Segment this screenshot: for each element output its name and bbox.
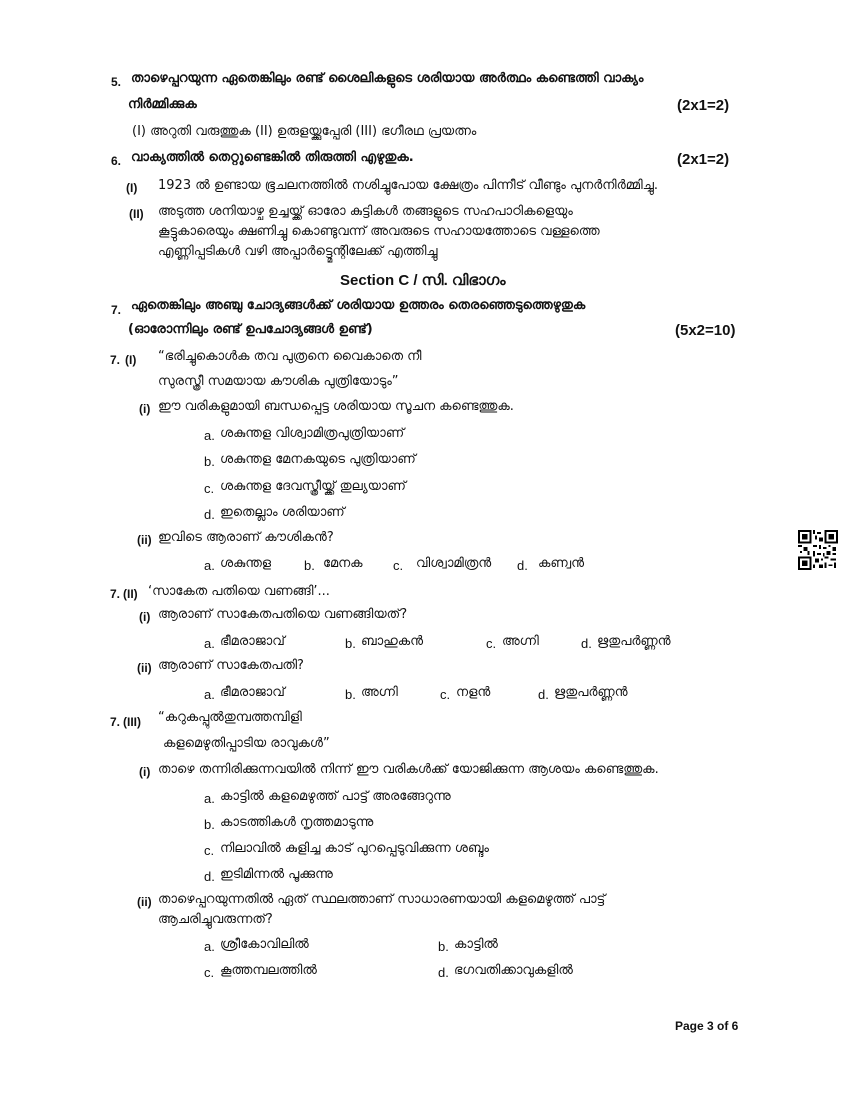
q6-ii-label: (II) bbox=[129, 207, 144, 221]
q7-p1-sub2-label: (ii) bbox=[137, 533, 152, 547]
q7-p1-sub1-label: (i) bbox=[139, 402, 151, 416]
q7-p1-sub2-opt-a: ശകുന്തള bbox=[220, 556, 272, 571]
q7-p3-sub2-opt-a: ശ്രീകോവിലിൽ bbox=[220, 937, 309, 952]
q7-p1-sub1-opt-d-letter: d. bbox=[204, 507, 215, 522]
q7-p3-sub2-line1: താഴെപ്പറയുന്നതിൽ ഏത് സ്ഥലത്താണ് സാധാരണയായി കളമെഴുത്ത് പാട്ട് bbox=[158, 892, 606, 907]
q7-p3-sub2-opt-b: കാട്ടിൽ bbox=[454, 937, 498, 952]
q7-p1-sub1-opt-b-letter: b. bbox=[204, 454, 215, 469]
q7-p1-sub2-opt-b-letter: b. bbox=[304, 558, 315, 573]
q7-p2-sub2-opt-c: നളൻ bbox=[456, 685, 491, 700]
q6-title: വാക്യത്തിൽ തെറ്റുണ്ടെങ്കിൽ തിരുത്തി എഴുതുക. bbox=[131, 150, 414, 165]
q7-p3-quote1: “കറുകപ്പുൽതുമ്പത്തമ്പിളി bbox=[158, 710, 302, 725]
page-number: Page 3 of 6 bbox=[675, 1019, 739, 1033]
q7-p3-sub1-opt-b-letter: b. bbox=[204, 817, 215, 832]
q7-p2-label: (II) bbox=[123, 587, 138, 601]
q7-p2-sub1-opt-d: ഋതുപർണ്ണൻ bbox=[597, 634, 671, 649]
q7-p1-sub1-opt-c: ശകുന്തള ദേവസ്ത്രീയ്ക്ക് തുല്യയാണ് bbox=[220, 479, 406, 494]
q7-p3-quote2: കളമെഴുതിപ്പാടിയ രാവുകൾ” bbox=[163, 736, 330, 751]
q7-p1-quote1: “ഭരിച്ചുകൊൾക തവ പുത്രനെ വൈകാതെ നീ bbox=[158, 349, 422, 364]
q7-p2-sub2-opt-b: അഗ്നി bbox=[361, 685, 398, 700]
q7-p3-sub1-opt-a: കാട്ടിൽ കളമെഴുത്ത് പാട്ട് അരങ്ങേറുന്നു bbox=[220, 789, 451, 804]
q7-p2-sub1-opt-b-letter: b. bbox=[345, 636, 356, 651]
q7-p1-sub2-opt-b: മേനക bbox=[323, 556, 363, 571]
q7-p3-sub2-opt-b-letter: b. bbox=[438, 939, 449, 954]
q5-items: (I) അറുതി വരുത്തുക (II) ഉരുളയ്ക്കുപ്പേരി (III) ഭഗീരഥ പ്രയത്നം bbox=[132, 124, 477, 139]
q7-p1-label: (I) bbox=[125, 353, 137, 367]
q7-p1-sub2-opt-c: വിശ്വാമിത്രൻ bbox=[416, 556, 492, 571]
q7-p2-sub1-opt-a: ഭീമരാജാവ് bbox=[220, 634, 285, 649]
q7-p1-number: 7. bbox=[110, 353, 121, 367]
q5-line1: താഴെപ്പറയുന്ന ഏതെങ്കിലും രണ്ട് ശൈലികളുടെ ശരിയായ അർത്ഥം കണ്ടെത്തി വാക്യം bbox=[131, 71, 644, 86]
q7-p2-sub2-opt-a: ഭീമരാജാവ് bbox=[220, 685, 285, 700]
q7-p2-sub2-opt-b-letter: b. bbox=[345, 687, 356, 702]
q6-i-text: 1923 ൽ ഉണ്ടായ ഭൂചലനത്തിൽ നശിച്ചുപോയ ക്ഷേത്രം പിന്നീട് വീണ്ടും പുനർനിർമ്മിച്ചു. bbox=[158, 178, 658, 193]
q6-marks: (2x1=2) bbox=[677, 151, 730, 168]
q7-p2-sub1-label: (i) bbox=[139, 610, 151, 624]
q5-number: 5. bbox=[111, 75, 122, 89]
q7-p1-sub1-opt-a: ശകുന്തള വിശ്വാമിത്രപുത്രിയാണ് bbox=[220, 426, 405, 441]
q7-p2-sub1-opt-c: അഗ്നി bbox=[502, 634, 539, 649]
q7-p2-sub2-opt-d-letter: d. bbox=[538, 687, 549, 702]
qr-code-icon bbox=[798, 530, 838, 570]
q7-p3-sub1-opt-c: നിലാവിൽ കുളിച്ച കാട് പുറപ്പെടുവിക്കുന്ന ശബ്ദം bbox=[220, 841, 489, 856]
q7-p3-sub1-label: (i) bbox=[139, 765, 151, 779]
q6-i-label: (I) bbox=[126, 181, 138, 195]
q7-p2-number: 7. bbox=[110, 587, 121, 601]
q7-p1-sub1-opt-a-letter: a. bbox=[204, 428, 215, 443]
q7-p2-sub2-opt-a-letter: a. bbox=[204, 687, 215, 702]
q7-p3-sub2-opt-d-letter: d. bbox=[438, 965, 449, 980]
q7-p2-sub1-opt-d-letter: d. bbox=[581, 636, 592, 651]
q7-p2-sub1-text: ആരാണ് സാകേതപതിയെ വണങ്ങിയത്? bbox=[158, 607, 408, 622]
q6-ii-line2: കൂട്ടുകാരെയും ക്ഷണിച്ചു കൊണ്ടുവന്ന് അവരുടെ സഹായത്തോടെ വള്ളത്തെ bbox=[158, 224, 600, 239]
q7-p2-quote: ‘സാകേത പതിയെ വണങ്ങി’... bbox=[148, 584, 330, 599]
q7-p3-sub2-opt-c: കൂത്തമ്പലത്തിൽ bbox=[220, 963, 317, 978]
q7-p3-sub1-opt-c-letter: c. bbox=[204, 843, 215, 858]
q7-number: 7. bbox=[111, 303, 122, 317]
q7-p3-sub2-opt-a-letter: a. bbox=[204, 939, 215, 954]
q7-p3-sub1-opt-b: കാടത്തികൾ നൃത്തമാടുന്നു bbox=[220, 815, 374, 830]
q7-p1-sub2-opt-d-letter: d. bbox=[517, 558, 528, 573]
q7-p3-number: 7. bbox=[110, 715, 121, 729]
q6-number: 6. bbox=[111, 154, 122, 168]
q7-p1-sub2-opt-a-letter: a. bbox=[204, 558, 215, 573]
q7-p2-sub1-opt-a-letter: a. bbox=[204, 636, 215, 651]
q7-p2-sub1-opt-b: ബാഹുകൻ bbox=[361, 634, 424, 649]
q7-p1-sub2-opt-d: കണ്വൻ bbox=[538, 556, 585, 571]
q7-p3-sub2-label: (ii) bbox=[137, 895, 152, 909]
q7-p1-sub1-text: ഈ വരികളുമായി ബന്ധപ്പെട്ട ശരിയായ സൂചന കണ്ടെത്തുക. bbox=[158, 399, 514, 414]
q7-p1-quote2: സുരസ്ത്രീ സമയായ കൗശിക പുത്രിയോടും” bbox=[158, 374, 399, 389]
q6-ii-line1: അടുത്ത ശനിയാഴ്ച ഉച്ചയ്ക്ക് ഓരോ കുട്ടികൾ തങ്ങളുടെ സഹപാഠികളെയും bbox=[158, 204, 573, 219]
q7-p2-sub1-opt-c-letter: c. bbox=[486, 636, 497, 651]
q7-p3-sub1-opt-d: ഇടിമിന്നൽ പൂക്കുന്നു bbox=[220, 867, 333, 882]
q7-p2-sub2-opt-d: ഋതുപർണ്ണൻ bbox=[554, 685, 628, 700]
q7-p1-sub1-opt-d: ഇതെല്ലാം ശരിയാണ് bbox=[220, 505, 345, 520]
q7-marks: (5x2=10) bbox=[675, 322, 736, 339]
q7-p3-sub2-line2: ആചരിച്ചുവരുന്നത്? bbox=[158, 912, 273, 927]
q7-p3-sub2-opt-c-letter: c. bbox=[204, 965, 215, 980]
q6-ii-line3: എണ്ണിപ്പടികൾ വഴി അപ്പാർട്ട്മെന്റിലേക്ക് എത്തിച്ചു bbox=[158, 244, 438, 259]
q7-p2-sub2-opt-c-letter: c. bbox=[440, 687, 451, 702]
q7-p1-sub1-opt-c-letter: c. bbox=[204, 481, 215, 496]
q7-p1-sub2-opt-c-letter: c. bbox=[393, 558, 404, 573]
q7-p2-sub2-label: (ii) bbox=[137, 661, 152, 675]
q7-p3-label: (III) bbox=[123, 715, 141, 729]
section-c-title: Section C / സി. വിഭാഗം bbox=[340, 272, 506, 289]
q7-p3-sub1-opt-d-letter: d. bbox=[204, 869, 215, 884]
q7-line1: ഏതെങ്കിലും അഞ്ചു ചോദ്യങ്ങൾക്ക് ശരിയായ ഉത്തരം തെരഞ്ഞെടുത്തെഴുതുക bbox=[131, 298, 586, 313]
q7-p3-sub1-opt-a-letter: a. bbox=[204, 791, 215, 806]
q7-p1-sub1-opt-b: ശകുന്തള മേനകയുടെ പുത്രിയാണ് bbox=[220, 452, 416, 467]
q5-marks: (2x1=2) bbox=[677, 97, 730, 114]
q7-p2-sub2-text: ആരാണ് സാകേതപതി? bbox=[158, 658, 304, 673]
q5-line2: നിർമ്മിക്കുക bbox=[128, 97, 197, 112]
q7-p3-sub1-text: താഴെ തന്നിരിക്കുന്നവയിൽ നിന്ന് ഈ വരികൾക്ക് യോജിക്കുന്ന ആശയം കണ്ടെത്തുക. bbox=[158, 762, 659, 777]
q7-p3-sub2-opt-d: ഭഗവതിക്കാവുകളിൽ bbox=[454, 963, 573, 978]
q7-p1-sub2-text: ഇവിടെ ആരാണ് കൗശികൻ? bbox=[158, 530, 334, 545]
q7-line2: (ഓരോന്നിലും രണ്ട് ഉപചോദ്യങ്ങൾ ഉണ്ട്) bbox=[128, 322, 373, 337]
